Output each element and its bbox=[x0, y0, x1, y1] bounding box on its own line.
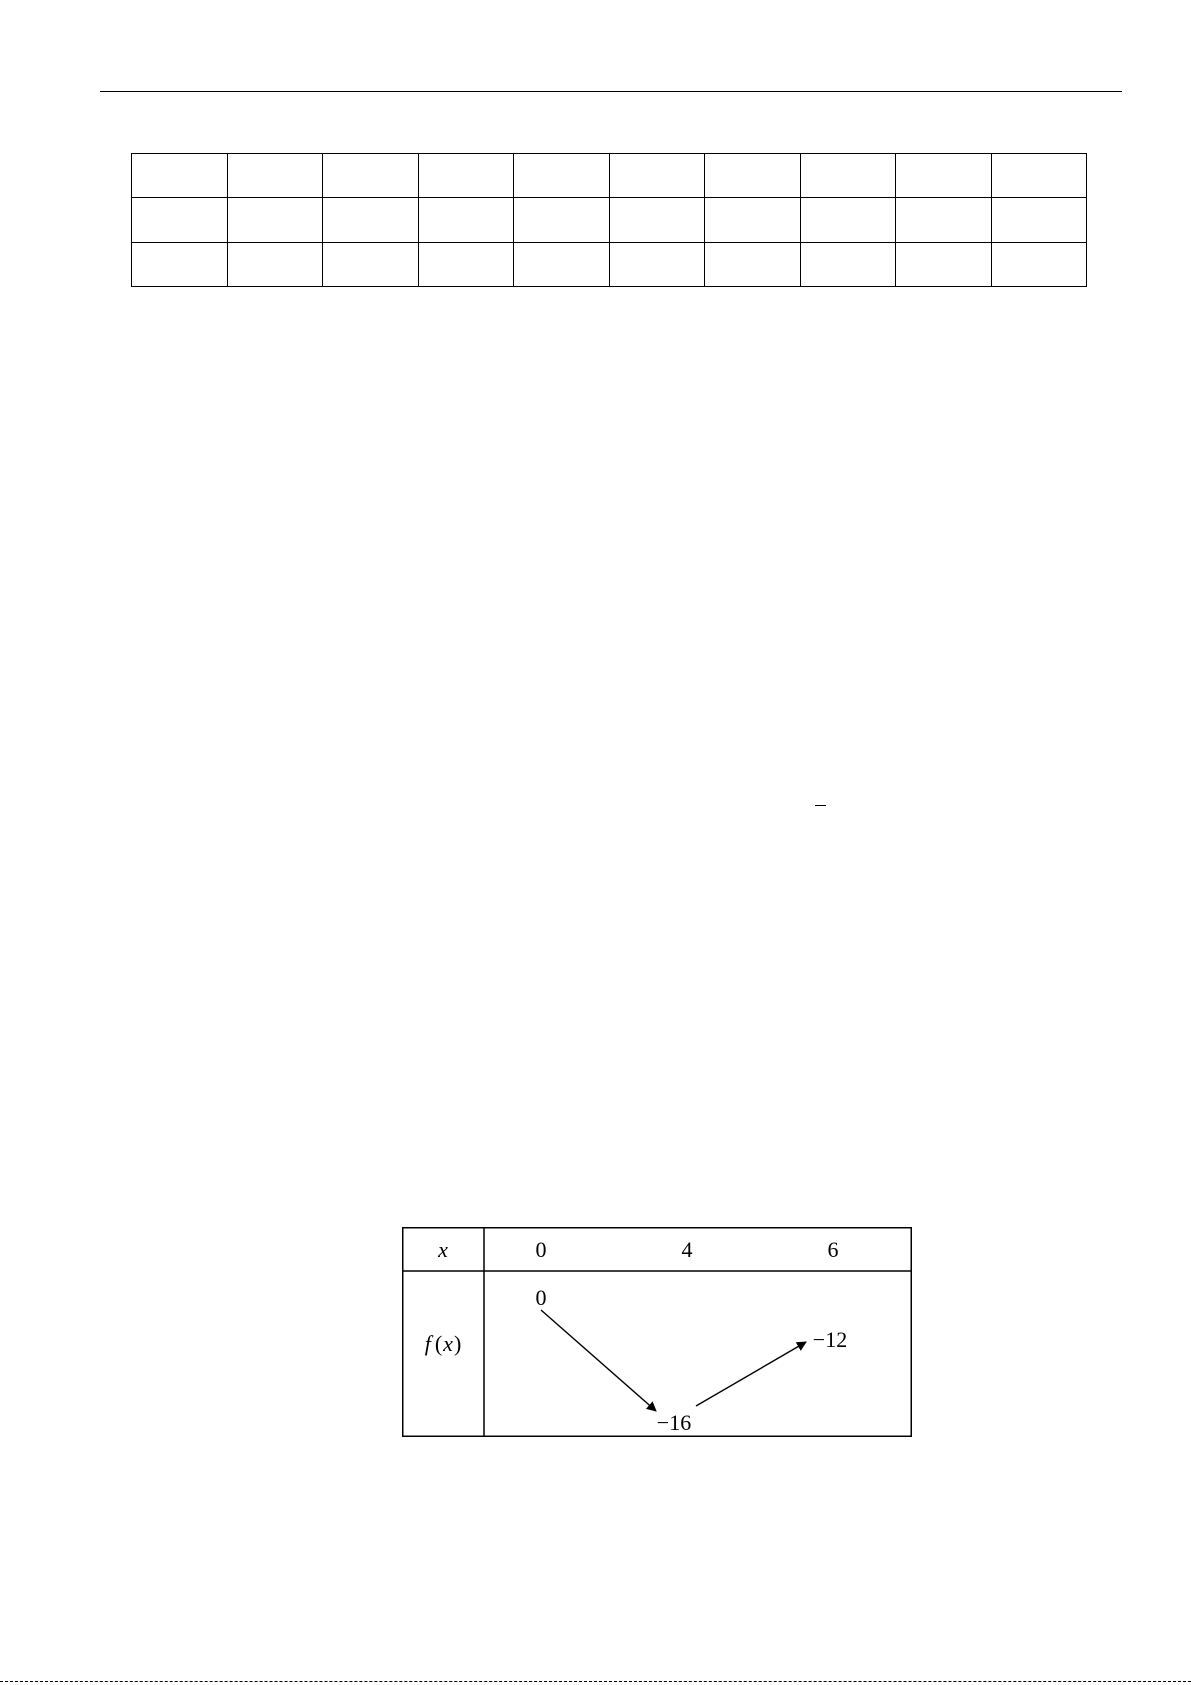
grid-cell bbox=[227, 198, 323, 242]
header-rule bbox=[100, 91, 1122, 92]
grid-cell bbox=[323, 198, 419, 242]
grid-cell bbox=[991, 198, 1087, 242]
f-value-minus-12: −12 bbox=[812, 1327, 848, 1352]
grid-row bbox=[132, 198, 1087, 242]
grid-cell bbox=[418, 198, 514, 242]
grid-row bbox=[132, 154, 1087, 198]
grid-cell bbox=[132, 242, 228, 286]
grid-cell bbox=[514, 154, 610, 198]
grid-cell bbox=[705, 198, 801, 242]
grid-cell bbox=[418, 242, 514, 286]
grid-cell bbox=[514, 242, 610, 286]
grid-cell bbox=[896, 198, 992, 242]
x-value-6: 6 bbox=[827, 1237, 839, 1262]
x-header: x bbox=[438, 1237, 448, 1262]
bottom-dashed-rule bbox=[0, 1681, 1191, 1682]
grid-cell bbox=[896, 242, 992, 286]
grid-cell bbox=[609, 198, 705, 242]
grid-cell bbox=[800, 154, 896, 198]
variation-table-svg bbox=[402, 1227, 912, 1437]
grid-cell bbox=[896, 154, 992, 198]
answer-grid bbox=[131, 153, 1087, 287]
fx-header: f (x) bbox=[424, 1331, 462, 1356]
variation-table bbox=[402, 1227, 912, 1437]
x-value-0: 0 bbox=[535, 1237, 547, 1262]
grid-cell bbox=[609, 242, 705, 286]
grid-cell bbox=[991, 154, 1087, 198]
grid-cell bbox=[227, 242, 323, 286]
grid-cell bbox=[705, 154, 801, 198]
grid-cell bbox=[991, 242, 1087, 286]
grid-cell bbox=[514, 198, 610, 242]
x-value-4: 4 bbox=[681, 1237, 693, 1262]
increasing-arrow bbox=[696, 1342, 806, 1406]
grid-row bbox=[132, 242, 1087, 286]
grid-cell bbox=[227, 154, 323, 198]
grid-cell bbox=[705, 242, 801, 286]
grid-cell bbox=[132, 154, 228, 198]
grid-cell bbox=[800, 242, 896, 286]
grid-cell bbox=[418, 154, 514, 198]
f-value-0: 0 bbox=[535, 1285, 547, 1310]
grid-cell bbox=[323, 242, 419, 286]
grid-cell bbox=[609, 154, 705, 198]
grid-cell bbox=[132, 198, 228, 242]
f-value-minus-16: −16 bbox=[656, 1410, 692, 1435]
decreasing-arrow bbox=[541, 1310, 656, 1411]
grid-cell bbox=[800, 198, 896, 242]
grid-cell bbox=[323, 154, 419, 198]
fraction-bar bbox=[815, 805, 826, 806]
